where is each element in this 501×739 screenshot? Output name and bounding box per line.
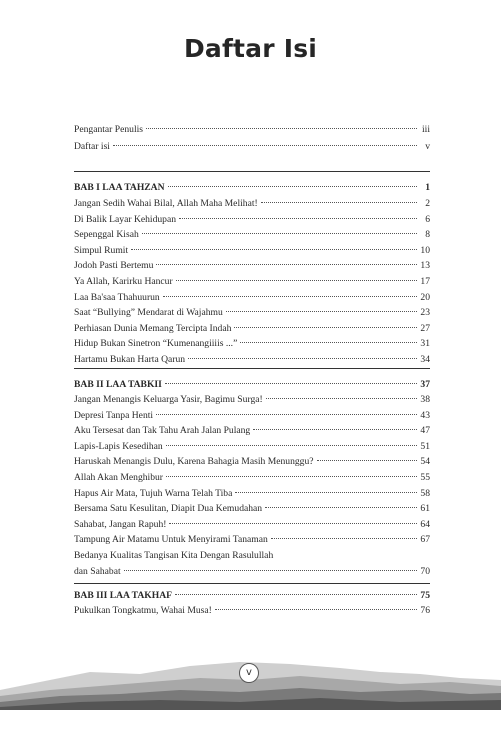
- toc-chapter-heading: [74, 377, 430, 392]
- dot-leader: [261, 202, 417, 203]
- toc-entry: [74, 321, 430, 336]
- dot-leader: [156, 414, 417, 415]
- toc-entry-title: Aku Tersesat dan Tak Tahu Arah Jalan Pulang: [74, 425, 251, 437]
- toc-entry: [74, 352, 430, 367]
- dot-leader: [179, 218, 417, 219]
- dot-leader: [188, 358, 417, 359]
- toc-entry-title: Saat “Bullying” Mendarat di Wajahmu: [74, 307, 223, 319]
- toc-page-number: v: [425, 141, 430, 152]
- dot-leader: [156, 264, 417, 265]
- toc-entry-title: Di Balik Layar Kehidupan: [74, 213, 177, 225]
- dot-leader: [163, 296, 417, 297]
- toc-entry-title: Tampung Air Matamu Untuk Menyirami Tanaman: [74, 534, 268, 546]
- toc-entry-title: Ya Allah, Karirku Hancur: [74, 276, 173, 287]
- toc-entry-title: BAB II LAA TABKII: [74, 379, 162, 390]
- toc-entry: [74, 532, 430, 547]
- toc-entry-title: Hapus Air Mata, Tujuh Warna Telah Tiba: [74, 487, 233, 499]
- toc-entry: [74, 439, 430, 454]
- toc-page-number: 76: [420, 605, 430, 616]
- toc-entry: [74, 470, 430, 485]
- toc-entry: [74, 454, 430, 469]
- toc-page-number: 27: [420, 322, 430, 334]
- toc-entry-title: dan Sahabat: [74, 565, 121, 577]
- toc-page-number: 61: [420, 503, 430, 515]
- toc-entry: [74, 564, 430, 579]
- dot-leader: [266, 398, 417, 399]
- toc-page-number: 51: [420, 440, 430, 452]
- dot-leader: [165, 383, 417, 384]
- toc-page-number: 6: [425, 213, 430, 225]
- dot-leader: [175, 594, 417, 595]
- toc-chapter-heading: [74, 588, 430, 603]
- toc-page-number: 43: [420, 409, 430, 421]
- dot-leader: [176, 280, 417, 281]
- toc-entry-title: Allah Akan Menghibur: [74, 472, 163, 483]
- toc-page-number: 8: [425, 229, 430, 241]
- toc-entry-title: Daftar isi: [74, 141, 110, 152]
- toc-page-number: 10: [420, 244, 430, 256]
- toc-entry: [74, 139, 430, 154]
- toc-entry-title: Hartamu Bukan Harta Qarun: [74, 354, 186, 365]
- toc-entry-title: Perhiasan Dunia Memang Tercipta Indah: [74, 322, 232, 334]
- dot-leader: [131, 249, 417, 250]
- toc-entry-title: BAB I LAA TAHZAN: [74, 182, 165, 193]
- dot-leader: [113, 145, 417, 146]
- dot-leader: [265, 507, 417, 508]
- toc-page-number: 75: [420, 590, 430, 601]
- dot-leader: [317, 460, 417, 461]
- toc-entry: [74, 408, 430, 423]
- dot-leader: [146, 128, 417, 129]
- toc-entry: [74, 258, 430, 273]
- toc-page-number: 1: [425, 182, 430, 193]
- toc-entry: [74, 212, 430, 227]
- toc-entry-title: Jodoh Pasti Bertemu: [74, 260, 154, 272]
- toc-entry: [74, 486, 430, 501]
- dot-leader: [253, 429, 417, 430]
- toc-page-number: 67: [420, 534, 430, 546]
- toc-entry-title: Haruskah Menangis Dulu, Karena Bahagia Masih Menunggu?: [74, 456, 314, 468]
- toc-entry: [74, 603, 430, 618]
- section-divider: [74, 583, 430, 584]
- toc-entry: [74, 501, 430, 516]
- toc-page-number: 54: [420, 456, 430, 468]
- toc-chapter-heading: [74, 180, 430, 195]
- dot-leader: [169, 523, 417, 524]
- toc-entry: [74, 274, 430, 289]
- toc-entry: [74, 336, 430, 351]
- dot-leader: [226, 311, 417, 312]
- toc-entry: [74, 517, 430, 532]
- toc-page-number: 58: [420, 487, 430, 499]
- toc-entry: [74, 243, 430, 258]
- toc-entry-title: Hidup Bukan Sinetron “Kumenangiiiis ...”: [74, 338, 238, 350]
- dot-leader: [271, 538, 417, 539]
- toc-entry: [74, 392, 430, 407]
- toc-entry-title: Bersama Satu Kesulitan, Diapit Dua Kemudahan: [74, 503, 263, 515]
- toc-entry-title: Lapis-Lapis Kesedihan: [74, 440, 163, 452]
- dot-leader: [166, 445, 417, 446]
- toc-entry: [74, 548, 430, 563]
- toc-page-number: 31: [420, 338, 430, 350]
- toc-entry: [74, 290, 430, 305]
- toc-page-number: 34: [420, 354, 430, 365]
- toc-page-number: iii: [422, 124, 430, 135]
- toc-page-number: 55: [420, 472, 430, 483]
- dot-leader: [240, 342, 417, 343]
- page-title: Daftar Isi: [183, 34, 318, 63]
- dot-leader: [124, 570, 417, 571]
- toc-entry-title: Pengantar Penulis: [74, 124, 144, 135]
- toc-page-number: 23: [420, 307, 430, 319]
- toc-entry: [74, 196, 430, 211]
- toc-page-number: 70: [420, 565, 430, 577]
- toc-page-number: 20: [420, 291, 430, 303]
- section-divider: [74, 368, 430, 369]
- toc-page-number: 47: [420, 425, 430, 437]
- toc-entry-title: Jangan Menangis Keluarga Yasir, Bagimu Surga!: [74, 394, 263, 405]
- page-number: v: [239, 663, 259, 683]
- toc-entry-title: Sepenggal Kisah: [74, 229, 139, 241]
- toc-page-number: 17: [420, 276, 430, 287]
- toc-entry: [74, 122, 430, 137]
- section-divider: [74, 171, 430, 172]
- toc-entry-title: Laa Ba'saa Thahuurun: [74, 291, 160, 303]
- toc-entry-title: Jangan Sedih Wahai Bilal, Allah Maha Melihat!: [74, 198, 258, 209]
- dot-leader: [142, 233, 417, 234]
- toc-entry-title: Sahabat, Jangan Rapuh!: [74, 518, 167, 530]
- toc-entry: [74, 227, 430, 242]
- dot-leader: [234, 327, 417, 328]
- toc-page-number: 2: [425, 198, 430, 209]
- toc-entry: [74, 423, 430, 438]
- toc-entry-title: Simpul Rumit: [74, 244, 129, 256]
- toc-entry-title: Bedanya Kualitas Tangisan Kita Dengan Rasulullah: [74, 550, 274, 561]
- toc-page-number: 38: [420, 394, 430, 405]
- toc-page-number: 13: [420, 260, 430, 272]
- toc-entry-title: Depresi Tanpa Henti: [74, 409, 154, 421]
- toc-page-number: 37: [420, 379, 430, 390]
- dot-leader: [168, 186, 417, 187]
- dot-leader: [166, 476, 417, 477]
- dot-leader: [235, 492, 417, 493]
- toc-entry: [74, 305, 430, 320]
- dot-leader: [215, 609, 417, 610]
- toc-entry-title: BAB III LAA TAKHAF: [74, 590, 173, 601]
- toc-page-number: 64: [420, 518, 430, 530]
- toc-entry-title: Pukulkan Tongkatmu, Wahai Musa!: [74, 605, 212, 616]
